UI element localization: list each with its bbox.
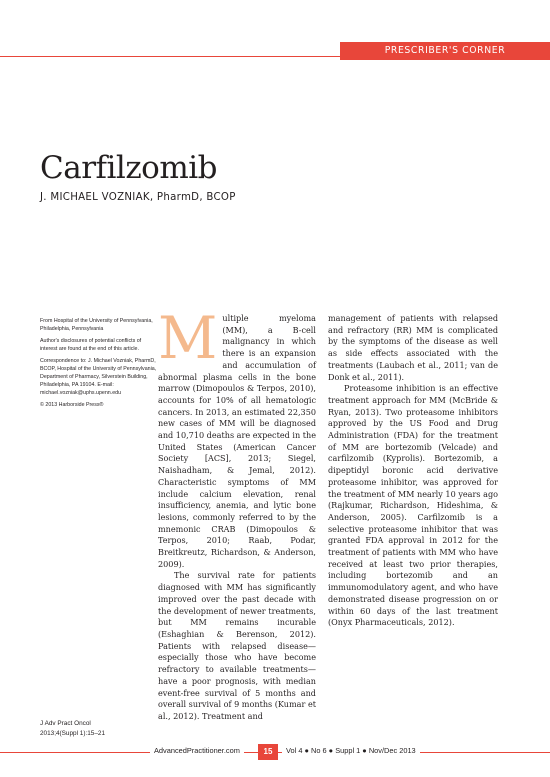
correspondence: Correspondence to: J. Michael Vozniak, PharmD, BCOP, Hospital of the University of Pennsylvania, Department of Pharmacy, Silverstein Building, Philadelphia, PA 19104. E-mail: michael.vozniak@uphs.upenn.edu [40,358,157,396]
citation-volume: 2013;4(Suppl 1):15–21 [40,730,106,737]
page-number: 15 [258,744,278,760]
issue-info: Vol 4 ● No 6 ● Suppl 1 ● Nov/Dec 2013 [282,746,420,755]
drop-cap: M [158,304,218,372]
paragraph-1: ultiple myeloma (MM), a B-cell malignancy in which there is an expansion and accumulation of abnormal plasma cells in the bone marrow (Dimopoulos & Terpos, 2010), accounts for 10% of all hematologic cancers. In 2013, an estimated 22,350 new cases of MM will be diagnosed and 10,710 deaths are expected in the United States (American Cancer Society [ACS], 2013; Siegel, Naishadham, & Jemal, 2012). Characteristic symptoms of MM include calcium elevation, renal insufficiency, anemia, and lytic bone lesions, commonly referred to by the mnemonic CRAB (Dimopoulos & Terpos, 2010; Raab, Podar, Breitkreutz, Richardson, & Anderson, 2009). [158,313,317,569]
citation-journal: J Adv Pract Oncol [40,720,91,727]
article-title: Carfilzomib [40,150,217,186]
section-banner: PRESCRIBER'S CORNER [340,42,550,60]
paragraph-2-container [158,570,316,722]
paragraph-3-container [328,383,498,629]
paragraph-2: The survival rate for patients diagnosed with MM has significantly improved over the past decade with the development of newer treatments, but MM remains incurable (Eshaghian & Berenson, 2012). Patients with relapsed disease—especially those who have become refractory to available treatments—have a poor prognosis, with median event-free survival of 5 months and overall survival of 9 months (Kumar et al., 2012). Treatment and [158,570,316,721]
copyright: © 2013 Harborside Press® [40,402,104,408]
author-info-sidebar [40,317,158,413]
page-footer [0,744,550,760]
paragraph-2-continued: management of patients with relapsed and refractory (RR) MM is complicated by the symptoms of the disease as well as side effects associated with the treatments (Laubach et al., 2011; van de Donk et al., 2011). [328,313,498,382]
article-author: J. MICHAEL VOZNIAK, PharmD, BCOP [40,192,236,203]
journal-citation [40,719,105,739]
body-column-1 [158,304,317,723]
affiliation: From Hospital of the University of Pennsylvania, Philadelphia, Pennsylvania [40,318,153,332]
body-column-2 [328,313,498,629]
footer-website-link[interactable]: AdvancedPractitioner.com [150,746,244,755]
disclosures-note: Author's disclosures of potential conflicts of interest are found at the end of this article. [40,338,142,352]
paragraph-3: Proteasome inhibition is an effective treatment approach for MM (McBride & Ryan, 2013). Two proteasome inhibitors approved by the US Food and Drug Administration (FDA) for the treatment of MM are bortezomib (Velcade) and carfilzomib (Kyprolis). Bortezomib, a dipeptidyl boronic acid derivative proteasome inhibitor, was approved for the treatment of MM nearly 10 years ago (Rajkumar, Richardson, Hideshima, & Anderson, 2005). Carfilzomib is a selective proteasome inhibitor that was granted FDA approval in 2012 for the treatment of patients with MM who have received at least two prior therapies, including bortezomib and an immunomodulatory agent, and who have demonstrated disease progression on or within 60 days of the last treatment (Onyx Pharmaceuticals, 2012). [328,383,498,628]
